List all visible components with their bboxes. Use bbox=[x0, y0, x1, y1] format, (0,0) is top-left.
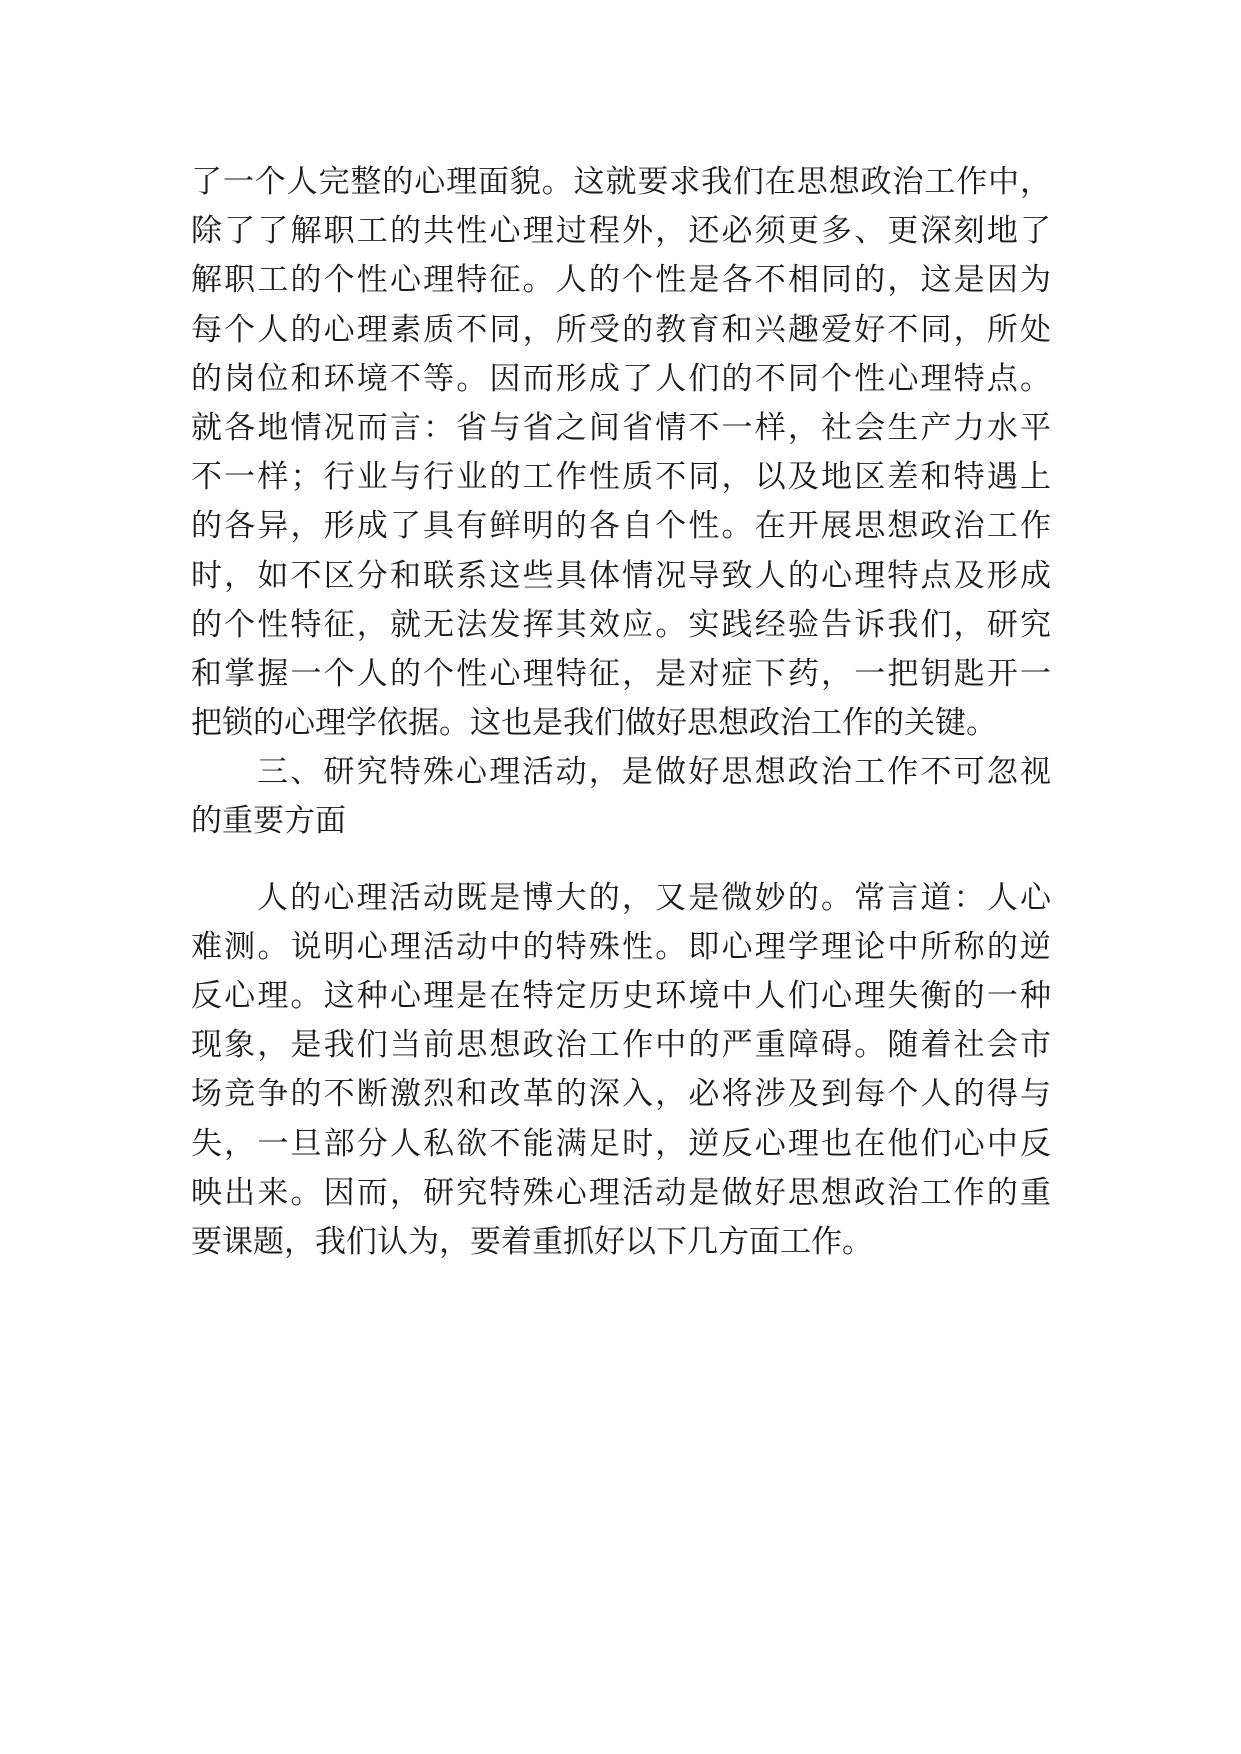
text-line: 了一个人完整的心理面貌。这就要求我们在思想政治工作中， bbox=[191, 164, 1051, 200]
text-line: 失，一旦部分人私欲不能满足时，逆反心理也在他们心中反 bbox=[191, 1125, 1051, 1162]
text-line: 不一样；行业与行业的工作性质不同，以及地区差和特遇上 bbox=[191, 459, 1051, 496]
text-line: 映出来。因而，研究特殊心理活动是做好思想政治工作的重 bbox=[191, 1174, 1051, 1211]
heading-line: 三、研究特殊心理活动，是做好思想政治工作不可忽视 bbox=[257, 754, 1051, 791]
text-line: 的个性特征，就无法发挥其效应。实践经验告诉我们，研究 bbox=[191, 606, 1051, 643]
text-line: 就各地情况而言：省与省之间省情不一样，社会生产力水平 bbox=[191, 409, 1051, 446]
text-line: 解职工的个性心理特征。人的个性是各不相同的，这是因为 bbox=[191, 262, 1051, 299]
text-line: 每个人的心理素质不同，所受的教育和兴趣爱好不同，所处 bbox=[191, 311, 1051, 348]
text-line: 的岗位和环境不等。因而形成了人们的不同个性心理特点。 bbox=[191, 360, 1051, 397]
text-line: 场竞争的不断激烈和改革的深入，必将涉及到每个人的得与 bbox=[191, 1076, 1051, 1113]
text-line: 把锁的心理学依据。这也是我们做好思想政治工作的关键。 bbox=[191, 705, 997, 742]
paragraph bbox=[191, 874, 1051, 1268]
text-line: 要课题，我们认为，要着重抓好以下几方面工作。 bbox=[191, 1223, 873, 1260]
text-line: 的各异，形成了具有鲜明的各自个性。在开展思想政治工作 bbox=[191, 508, 1051, 545]
text-line: 难测。说明心理活动中的特殊性。即心理学理论中所称的逆 bbox=[191, 928, 1051, 965]
text-line: 除了了解职工的共性心理过程外，还必须更多、更深刻地了 bbox=[191, 213, 1051, 250]
text-line: 时，如不区分和联系这些具体情况导致人的心理特点及形成 bbox=[191, 557, 1051, 594]
document-body bbox=[191, 158, 1051, 1267]
heading-line: 的重要方面 bbox=[191, 803, 346, 840]
text-line: 和掌握一个人的个性心理特征，是对症下药，一把钥匙开一 bbox=[191, 655, 1051, 692]
text-line: 人的心理活动既是博大的，又是微妙的。常言道：人心 bbox=[257, 879, 1051, 916]
text-line: 现象，是我们当前思想政治工作中的严重障碍。随着社会市 bbox=[191, 1027, 1051, 1064]
text-line: 反心理。这种心理是在特定历史环境中人们心理失衡的一种 bbox=[191, 978, 1051, 1014]
paragraph-continued bbox=[191, 158, 1051, 748]
section-heading bbox=[191, 748, 1051, 846]
